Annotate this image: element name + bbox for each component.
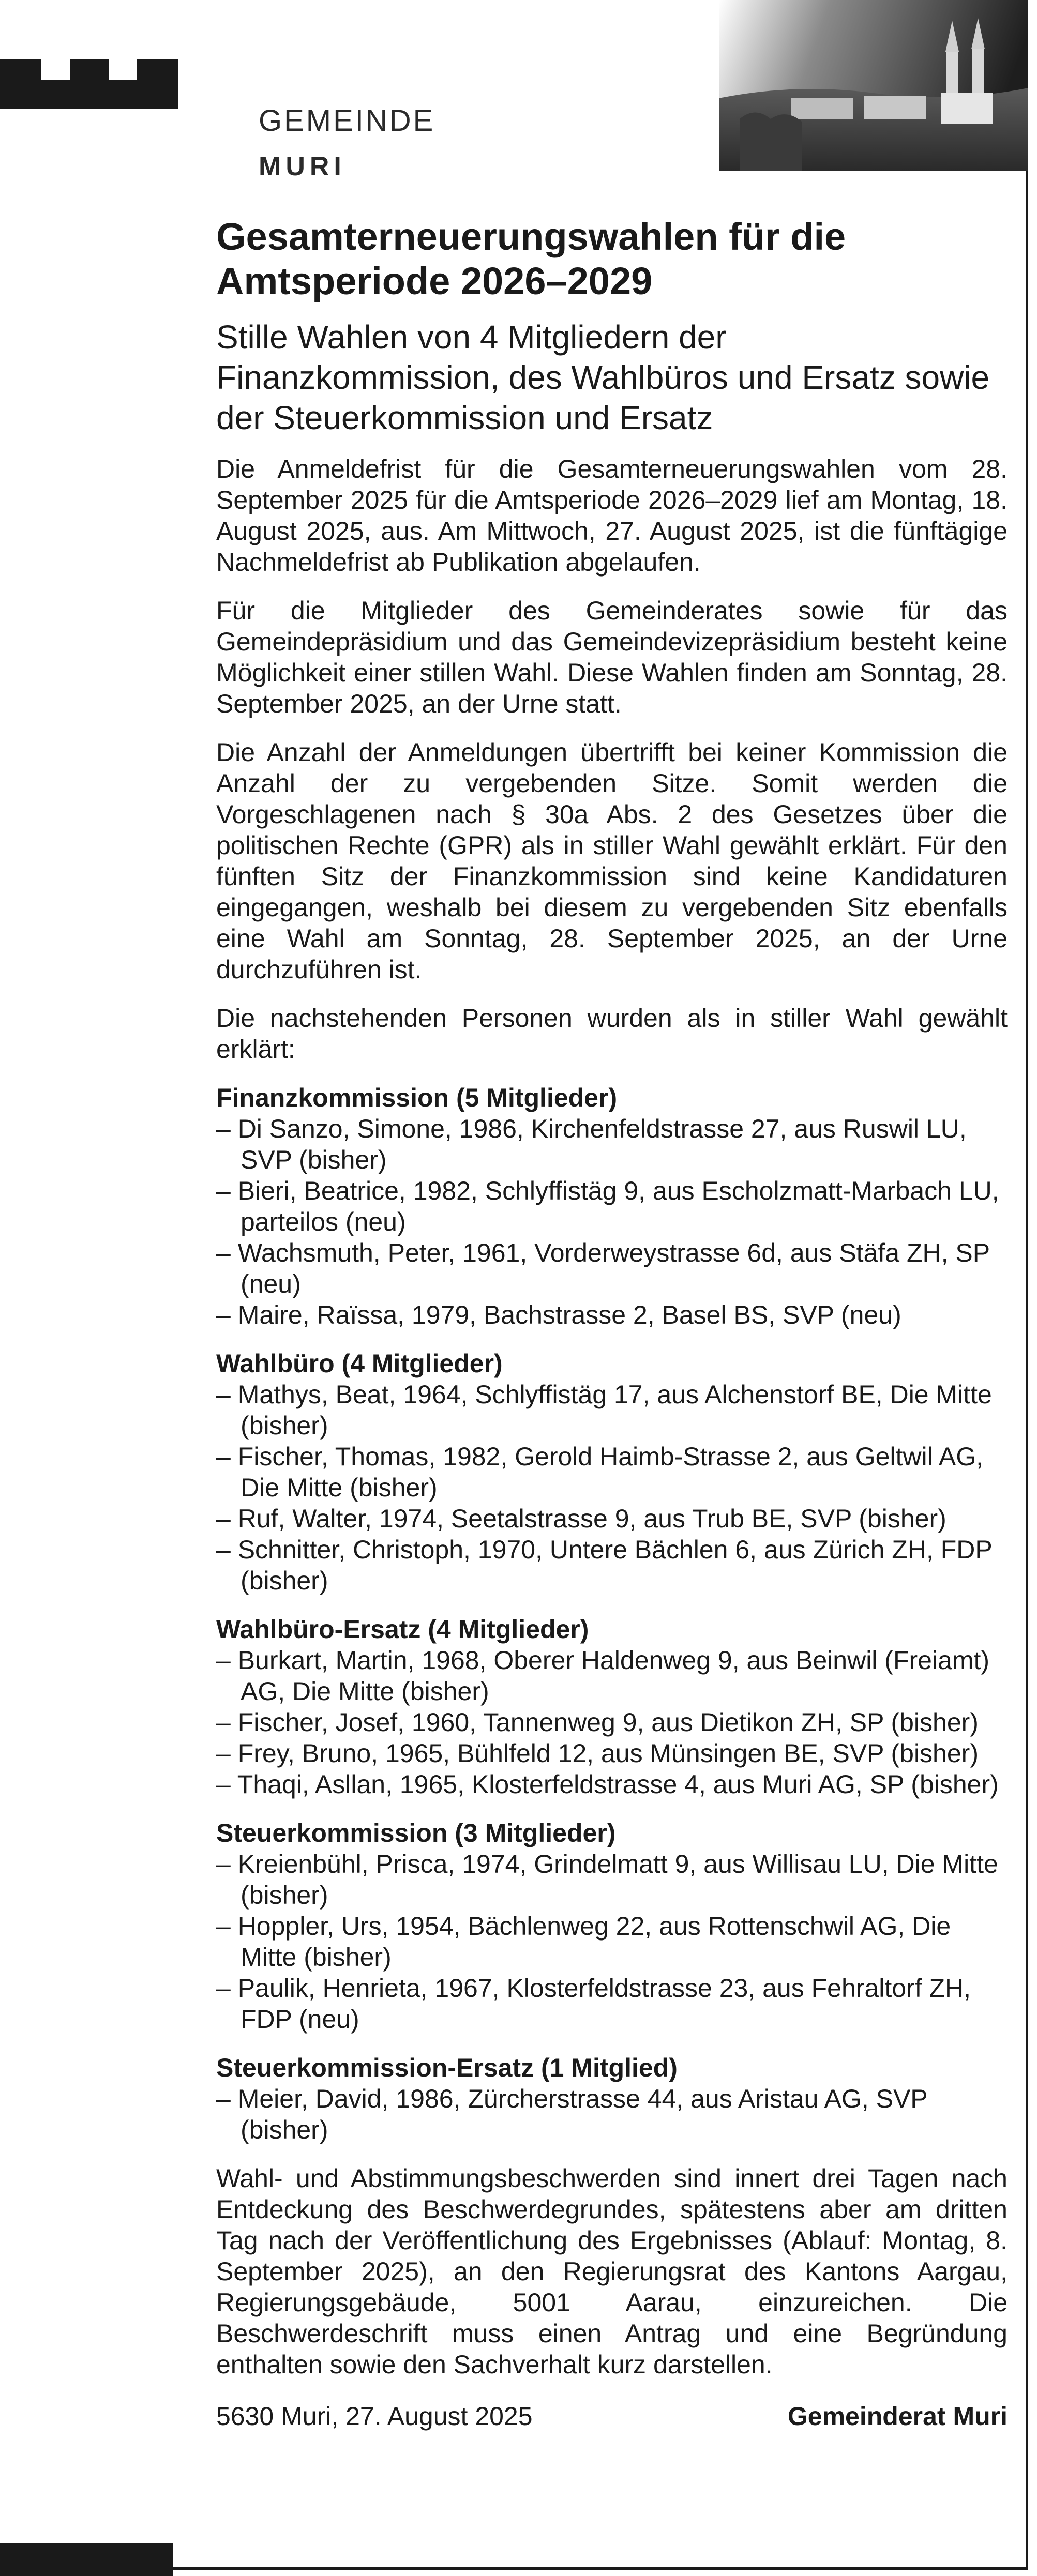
list-item: – Frey, Bruno, 1965, Bühlfeld 12, aus Münsingen BE, SVP (bisher) — [216, 1739, 979, 1768]
section-title: Wahlbüro-Ersatz (4 Mitglieder) — [216, 1615, 589, 1644]
list-item: – Hoppler, Urs, 1954, Bächlenweg 22, aus Rottenschwil AG, Die Mitte (bisher) — [216, 1912, 951, 1972]
paragraph-deadline: Die Anmeldefrist für die Gesamterneuerungswahlen vom 28. September 2025 für die Amtsperiode 2026–2029 lief am Montag, 18. August 2025, aus. Am Mittwoch, 27. August 2025, ist die fünftägige Nachmeldefrist ab Publikation abgelaufen. — [216, 454, 1008, 577]
list-item: – Schnitter, Christoph, 1970, Untere Bächlen 6, aus Zürich ZH, FDP (bisher) — [216, 1535, 992, 1595]
castle-battlement-icon — [0, 59, 178, 109]
page-title: Gesamterneuerungswahlen für die Amtsperiode 2026–2029 — [216, 215, 846, 302]
list-item: – Mathys, Beat, 1964, Schlyffistäg 17, aus Alchenstorf BE, Die Mitte (bisher) — [216, 1380, 992, 1440]
notice-content — [216, 215, 1008, 2432]
list-item: – Maire, Raïssa, 1979, Bachstrasse 2, Basel BS, SVP (neu) — [216, 1300, 901, 1329]
section-title: Finanzkommission (5 Mitglieder) — [216, 1083, 618, 1112]
list-item: – Wachsmuth, Peter, 1961, Vorderweystrasse 6d, aus Stäfa ZH, SP (neu) — [216, 1238, 990, 1298]
place-date: 5630 Muri, 27. August 2025 — [216, 2402, 533, 2431]
bottom-bar — [0, 2543, 173, 2576]
paragraph-silent-election: Die Anzahl der Anmeldungen übertrifft bei keiner Kommission die Anzahl der zu vergebenden Sitze. Somit werden die Vorgeschlagenen nach § 30a Abs. 2 des Gesetzes über die politischen Rechte (GPR) als in stiller Wahl gewählt erklärt. Für den fünften Sitz der Finanzkommission sind keine Kandidaturen eingegangen, weshalb bei diesem zu vergebenden Sitz ebenfalls eine Wahl am Sonntag, 28. September 2025, an der Urne durchzuführen ist. — [216, 738, 1008, 984]
list-item: – Bieri, Beatrice, 1982, Schlyffistäg 9, aus Escholzmatt-Marbach LU, parteilos (neu) — [216, 1176, 999, 1236]
page-subtitle: Stille Wahlen von 4 Mitgliedern der Finanzkommission, des Wahlbüros und Ersatz sowie der Steuerkommission und Ersatz — [216, 319, 990, 436]
list-item: – Fischer, Thomas, 1982, Gerold Haimb-Strasse 2, aus Geltwil AG, Die Mitte (bisher) — [216, 1442, 984, 1502]
signature: Gemeinderat Muri — [787, 2402, 1008, 2431]
list-item: – Ruf, Walter, 1974, Seetalstrasse 9, aus Trub BE, SVP (bisher) — [216, 1504, 946, 1533]
header — [0, 0, 1037, 207]
section-finanzkommission — [216, 1082, 1008, 1330]
list-item: – Thaqi, Asllan, 1965, Klosterfeldstrasse 4, aus Muri AG, SP (bisher) — [216, 1770, 999, 1799]
list-item: – Paulik, Henrieta, 1967, Klosterfeldstrasse 23, aus Fehraltorf ZH, FDP (neu) — [216, 1974, 971, 2034]
list-item: – Fischer, Josef, 1960, Tannenweg 9, aus Dietikon ZH, SP (bisher) — [216, 1708, 979, 1737]
monastery-photo-icon — [719, 0, 1028, 171]
brand-gemeinde: GEMEINDE — [259, 104, 435, 138]
paragraph-appeal: Wahl- und Abstimmungsbeschwerden sind innert drei Tagen nach Entdeckung des Beschwerdegrundes, spätestens aber am dritten Tag nach der Veröffentlichung des Ergebnisses (Ablauf: Montag, 8. September 2025), an den Regierungsrat des Kantons Aargau, Regierungsgebäude, 5001 Aarau, einzureichen. Die Beschwerdeschrift muss einen Antrag und eine Begründung enthalten sowie den Sachverhalt kurz darstellen. — [216, 2164, 1008, 2379]
section-title: Steuerkommission-Ersatz (1 Mitglied) — [216, 2053, 678, 2082]
footer — [216, 2401, 1008, 2432]
list-item: – Di Sanzo, Simone, 1986, Kirchenfeldstrasse 27, aus Ruswil LU, SVP (bisher) — [216, 1114, 967, 1174]
paragraph-council-election: Für die Mitglieder des Gemeinderates sowie für das Gemeindepräsidium und das Gemeindevizepräsidium besteht keine Möglichkeit einer stillen Wahl. Diese Wahlen finden am Sonntag, 28. September 2025, an der Urne statt. — [216, 596, 1008, 718]
section-steuerkommission-ersatz — [216, 2052, 1008, 2145]
section-wahlbuero-ersatz — [216, 1614, 1008, 1800]
brand-muri: MURI — [259, 151, 346, 181]
section-title: Steuerkommission (3 Mitglieder) — [216, 1819, 616, 1847]
section-steuerkommission — [216, 1817, 1008, 2035]
list-item: – Burkart, Martin, 1968, Oberer Haldenweg 9, aus Beinwil (Freiamt) AG, Die Mitte (bisher) — [216, 1646, 990, 1706]
list-item: – Kreienbühl, Prisca, 1974, Grindelmatt 9, aus Willisau LU, Die Mitte (bisher) — [216, 1850, 998, 1910]
section-title: Wahlbüro (4 Mitglieder) — [216, 1349, 503, 1378]
paragraph-declared-elected: Die nachstehenden Personen wurden als in stiller Wahl gewählt erklärt: — [216, 1004, 1008, 1064]
list-item: – Meier, David, 1986, Zürcherstrasse 44, aus Aristau AG, SVP (bisher) — [216, 2084, 927, 2144]
section-wahlbuero — [216, 1348, 1008, 1596]
